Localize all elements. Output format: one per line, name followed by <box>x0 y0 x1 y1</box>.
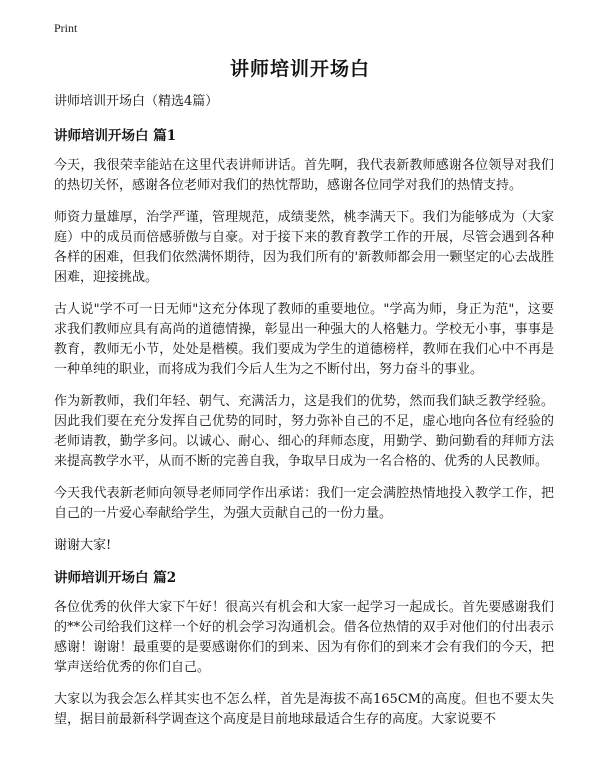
page-title: 讲师培训开场白 <box>229 58 370 80</box>
paragraph: 今天，我很荣幸能站在这里代表讲师讲话。首先啊，我代表新教师感谢各位领导对我们的热切关怀，感谢各位老师对我们的热忱帮助，感谢各位同学对我们的热情支持。 <box>54 158 554 193</box>
paragraph: 今天我代表新老师向领导老师同学作出承诺：我们一定会满腔热情地投入教学工作，把自己的一片爱心奉献给学生，为强大贡献自己的一份力量。 <box>54 486 554 521</box>
paragraph: 古人说"学不可一日无师"这充分体现了教师的重要地位。"学高为师，身正为范"，这要求我们教师应具有高尚的道德情操，彰显出一种强大的人格魅力。学校无小事，事事是教育，教师无小节，处处是楷模。我们要成为学生的道德榜样，教师在我们心中不再是一种单纯的职业，而将成为我们今后人生为之不断付出，努力奋斗的事业。 <box>54 302 554 377</box>
paragraph: 师资力量雄厚，治学严谨，管理规范，成绩斐然，桃李满天下。我们为能够成为（大家庭）中的成员而倍感骄傲与自豪。对于接下来的教育教学工作的开展，尽管会遇到各种各样的困难，但我们依然满怀期待，因为我们所有的'新教师都会用一颗坚定的心去战胜困难，迎接挑战。 <box>54 210 554 285</box>
section-1 <box>54 126 554 556</box>
paragraph: 大家以为我会怎么样其实也不怎么样，首先是海拔不高165CM的高度。但也不要太失望，据目前最新科学调查这个高度是目前地球最适合生存的高度。大家说要不 <box>54 692 554 727</box>
paragraph: 各位优秀的伙伴大家下午好！很高兴有机会和大家一起学习一起成长。首先要感谢我们的**公司给我们这样一个好的机会学习沟通机会。借各位热情的双手对他们的付出表示感谢！谢谢！最重要的是要感谢你们的到来、因为有你们的到来才会有我们的今天，把掌声送给优秀的你们自己。 <box>54 600 554 675</box>
document-body <box>54 92 554 742</box>
print-label[interactable]: Print <box>54 21 78 35</box>
section-heading: 讲师培训开场白 篇2 <box>54 570 177 586</box>
section-heading: 讲师培训开场白 篇1 <box>54 128 177 144</box>
paragraph: 作为新教师，我们年轻、朝气、充满活力，这是我们的优势，然而我们缺乏教学经验。因此我们要在充分发挥自己优势的同时，努力弥补自己的不足，虚心地向各位有经验的老师请教，勤学多问。以诚心、耐心、细心的拜师态度，用勤学、勤问勤看的拜师方法来提高教学水平，从而不断的完善自我，争取早日成为一名合格的、优秀的人民教师。 <box>54 394 554 469</box>
section-2 <box>54 568 554 730</box>
paragraph: 谢谢大家! <box>54 538 112 553</box>
document-subtitle: 讲师培训开场白（精选4篇） <box>54 94 219 109</box>
